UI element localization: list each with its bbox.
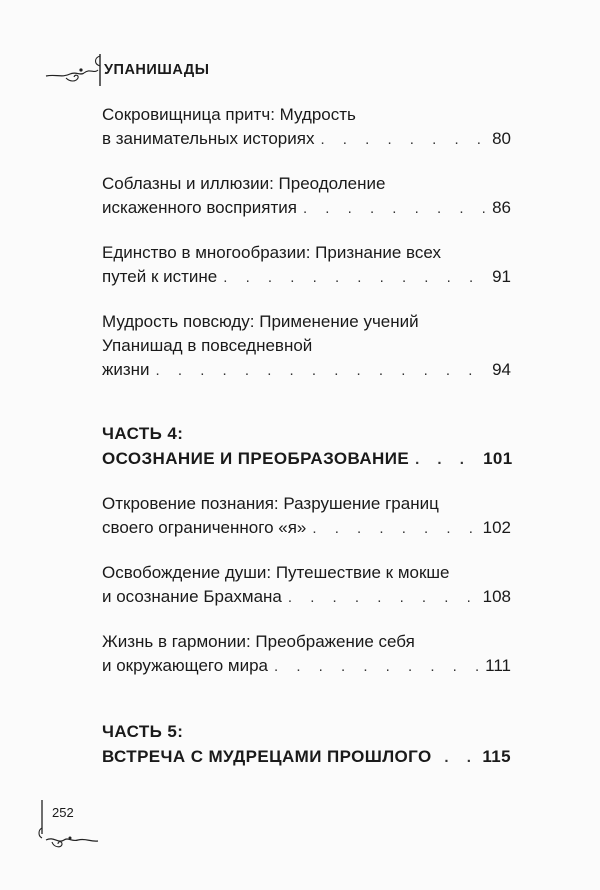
part-title: ВСТРЕЧА С МУДРЕЦАМИ ПРОШЛОГО	[102, 747, 432, 766]
toc-entry-line: и осознание Брахмана	[102, 587, 282, 606]
part-heading-5	[102, 719, 511, 770]
toc-entry-line: и окружающего мира	[102, 656, 268, 675]
toc-page-number: 115	[482, 747, 511, 766]
toc-entry-line: Мудрость повсюду: Применение учений	[102, 312, 419, 331]
leader-dots	[156, 359, 487, 383]
leader-dots	[303, 197, 486, 221]
toc-page-number: 86	[492, 198, 511, 217]
toc-entry-line: Упанишад в повседневной	[102, 336, 313, 355]
toc-entry-line: Откровение познания: Разрушение границ	[102, 494, 439, 513]
toc-page-number: 94	[492, 360, 511, 379]
ornament-flourish-icon	[36, 798, 136, 858]
leader-dots	[415, 447, 475, 472]
toc-entry-line: своего ограниченного «я»	[102, 518, 307, 537]
part-label: ЧАСТЬ 5:	[102, 722, 184, 741]
leader-dots	[312, 517, 476, 541]
part-label: ЧАСТЬ 4:	[102, 424, 184, 443]
toc-page-number: 111	[485, 656, 511, 675]
part-heading-4	[102, 421, 511, 472]
toc-entry-line: Соблазны и иллюзии: Преодоление	[102, 174, 386, 193]
toc-entry-line: Сокровищница притч: Мудрость	[102, 105, 356, 124]
toc-entry-line: искаженного восприятия	[102, 198, 297, 217]
toc-entry	[102, 172, 511, 221]
toc-entry	[102, 492, 511, 541]
leader-dots	[444, 745, 474, 770]
toc-entry-line: в занимательных историях	[102, 129, 315, 148]
toc-entry	[102, 561, 511, 610]
part-title: ОСОЗНАНИЕ И ПРЕОБРАЗОВАНИЕ	[102, 449, 410, 468]
page-number: 252	[52, 805, 74, 820]
running-head-title: УПАНИШАДЫ	[104, 62, 210, 78]
toc-entry-line: Освобождение души: Путешествие к мокше	[102, 563, 450, 582]
page-folio	[36, 798, 136, 858]
toc-page-number: 102	[482, 518, 511, 537]
toc-page-number: 91	[492, 267, 511, 286]
ornament-flourish-icon	[44, 52, 106, 92]
toc-entry	[102, 630, 511, 679]
toc-page-number: 101	[483, 449, 513, 468]
toc-page-number: 108	[482, 587, 511, 606]
toc-page-number: 80	[492, 129, 511, 148]
toc-entry-line: жизни	[102, 360, 150, 379]
toc-entry	[102, 103, 511, 152]
leader-dots	[320, 128, 486, 152]
toc-entry	[102, 241, 511, 290]
toc-entry-line: Единство в многообразии: Признание всех	[102, 243, 441, 262]
leader-dots	[274, 655, 479, 679]
toc-entry-line: Жизнь в гармонии: Преображение себя	[102, 632, 415, 651]
running-head	[44, 52, 244, 92]
leader-dots	[288, 586, 477, 610]
table-of-contents	[102, 103, 511, 790]
toc-entry	[102, 310, 511, 383]
leader-dots	[223, 266, 486, 290]
toc-entry-line: путей к истине	[102, 267, 218, 286]
